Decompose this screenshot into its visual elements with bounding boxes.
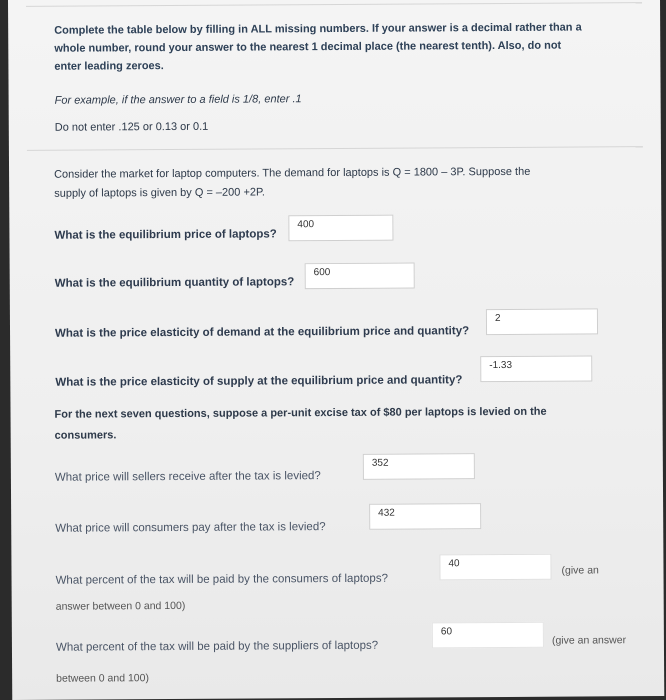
equilibrium-price-input[interactable] [288, 215, 393, 242]
question-equilibrium-quantity: What is the equilibrium quantity of laptops? [54, 276, 295, 290]
question-equilibrium-price: What is the equilibrium price of laptops? [54, 228, 277, 242]
question-consumer-price: What price will consumers pay after the tax is levied? [55, 521, 326, 535]
question-seller-price: What price will sellers receive after the tax is levied? [54, 470, 321, 484]
tax-intro-line-2: consumers. [54, 429, 117, 442]
demand-elasticity-input[interactable] [486, 308, 598, 335]
problem-line-2: supply of laptops is given by Q = –200 +2P. [54, 186, 265, 200]
input-value: 400 [297, 219, 315, 231]
supplier-share-input[interactable] [432, 622, 544, 649]
question-consumer-share: What percent of the tax will be paid by the consumers of laptops? [55, 572, 388, 587]
problem-sheet [8, 0, 664, 700]
instructions-line-2: whole number, round your answer to the nearest 1 decimal place (the nearest tenth). Also, do not [54, 39, 562, 55]
consumer-price-input[interactable] [369, 503, 481, 530]
consumer-share-input[interactable] [439, 554, 551, 581]
instructions-line-3: enter leading zeroes. [54, 60, 164, 73]
consumer-share-hint: (give an [561, 564, 599, 577]
equilibrium-quantity-input[interactable] [305, 263, 415, 290]
example-text: For example, if the answer to a field is 1/8, enter .1 [54, 93, 302, 107]
question-demand-elasticity: What is the price elasticity of demand at the equilibrium price and quantity? [55, 325, 470, 340]
input-value: 2 [494, 312, 501, 325]
supplier-share-hint: (give an answer [551, 634, 627, 647]
problem-statement [54, 162, 624, 203]
input-value: 352 [371, 457, 389, 469]
divider [27, 146, 643, 151]
tax-intro [54, 401, 644, 447]
consumer-share-hint-continued: answer between 0 and 100) [55, 599, 186, 613]
instructions-line-1: Complete the table below by filling in ALL missing numbers. If your answer is a decimal rather than a [54, 21, 582, 37]
do-not-enter-text: Do not enter .125 or 0.13 or 0.1 [54, 120, 209, 134]
supply-elasticity-input[interactable] [480, 355, 592, 382]
problem-line-1: Consider the market for laptop computers. The demand for laptops is Q = 1800 – 3P. Suppose the [54, 165, 531, 181]
input-value: 600 [313, 267, 331, 279]
instructions-text [54, 18, 614, 75]
question-supplier-share: What percent of the tax will be paid by the suppliers of laptops? [55, 639, 379, 654]
supplier-share-hint-continued: between 0 and 100) [56, 672, 150, 685]
input-value: -1.33 [489, 359, 513, 372]
seller-price-input[interactable] [363, 453, 475, 480]
input-value: 40 [448, 558, 460, 570]
input-value: 432 [378, 507, 395, 519]
tax-intro-line-1: For the next seven questions, suppose a per-unit excise tax of $80 per laptops is levied on the [54, 405, 547, 421]
question-supply-elasticity: What is the price elasticity of supply at the equilibrium price and quantity? [55, 374, 463, 389]
input-value: 60 [440, 626, 453, 638]
divider [26, 2, 642, 7]
